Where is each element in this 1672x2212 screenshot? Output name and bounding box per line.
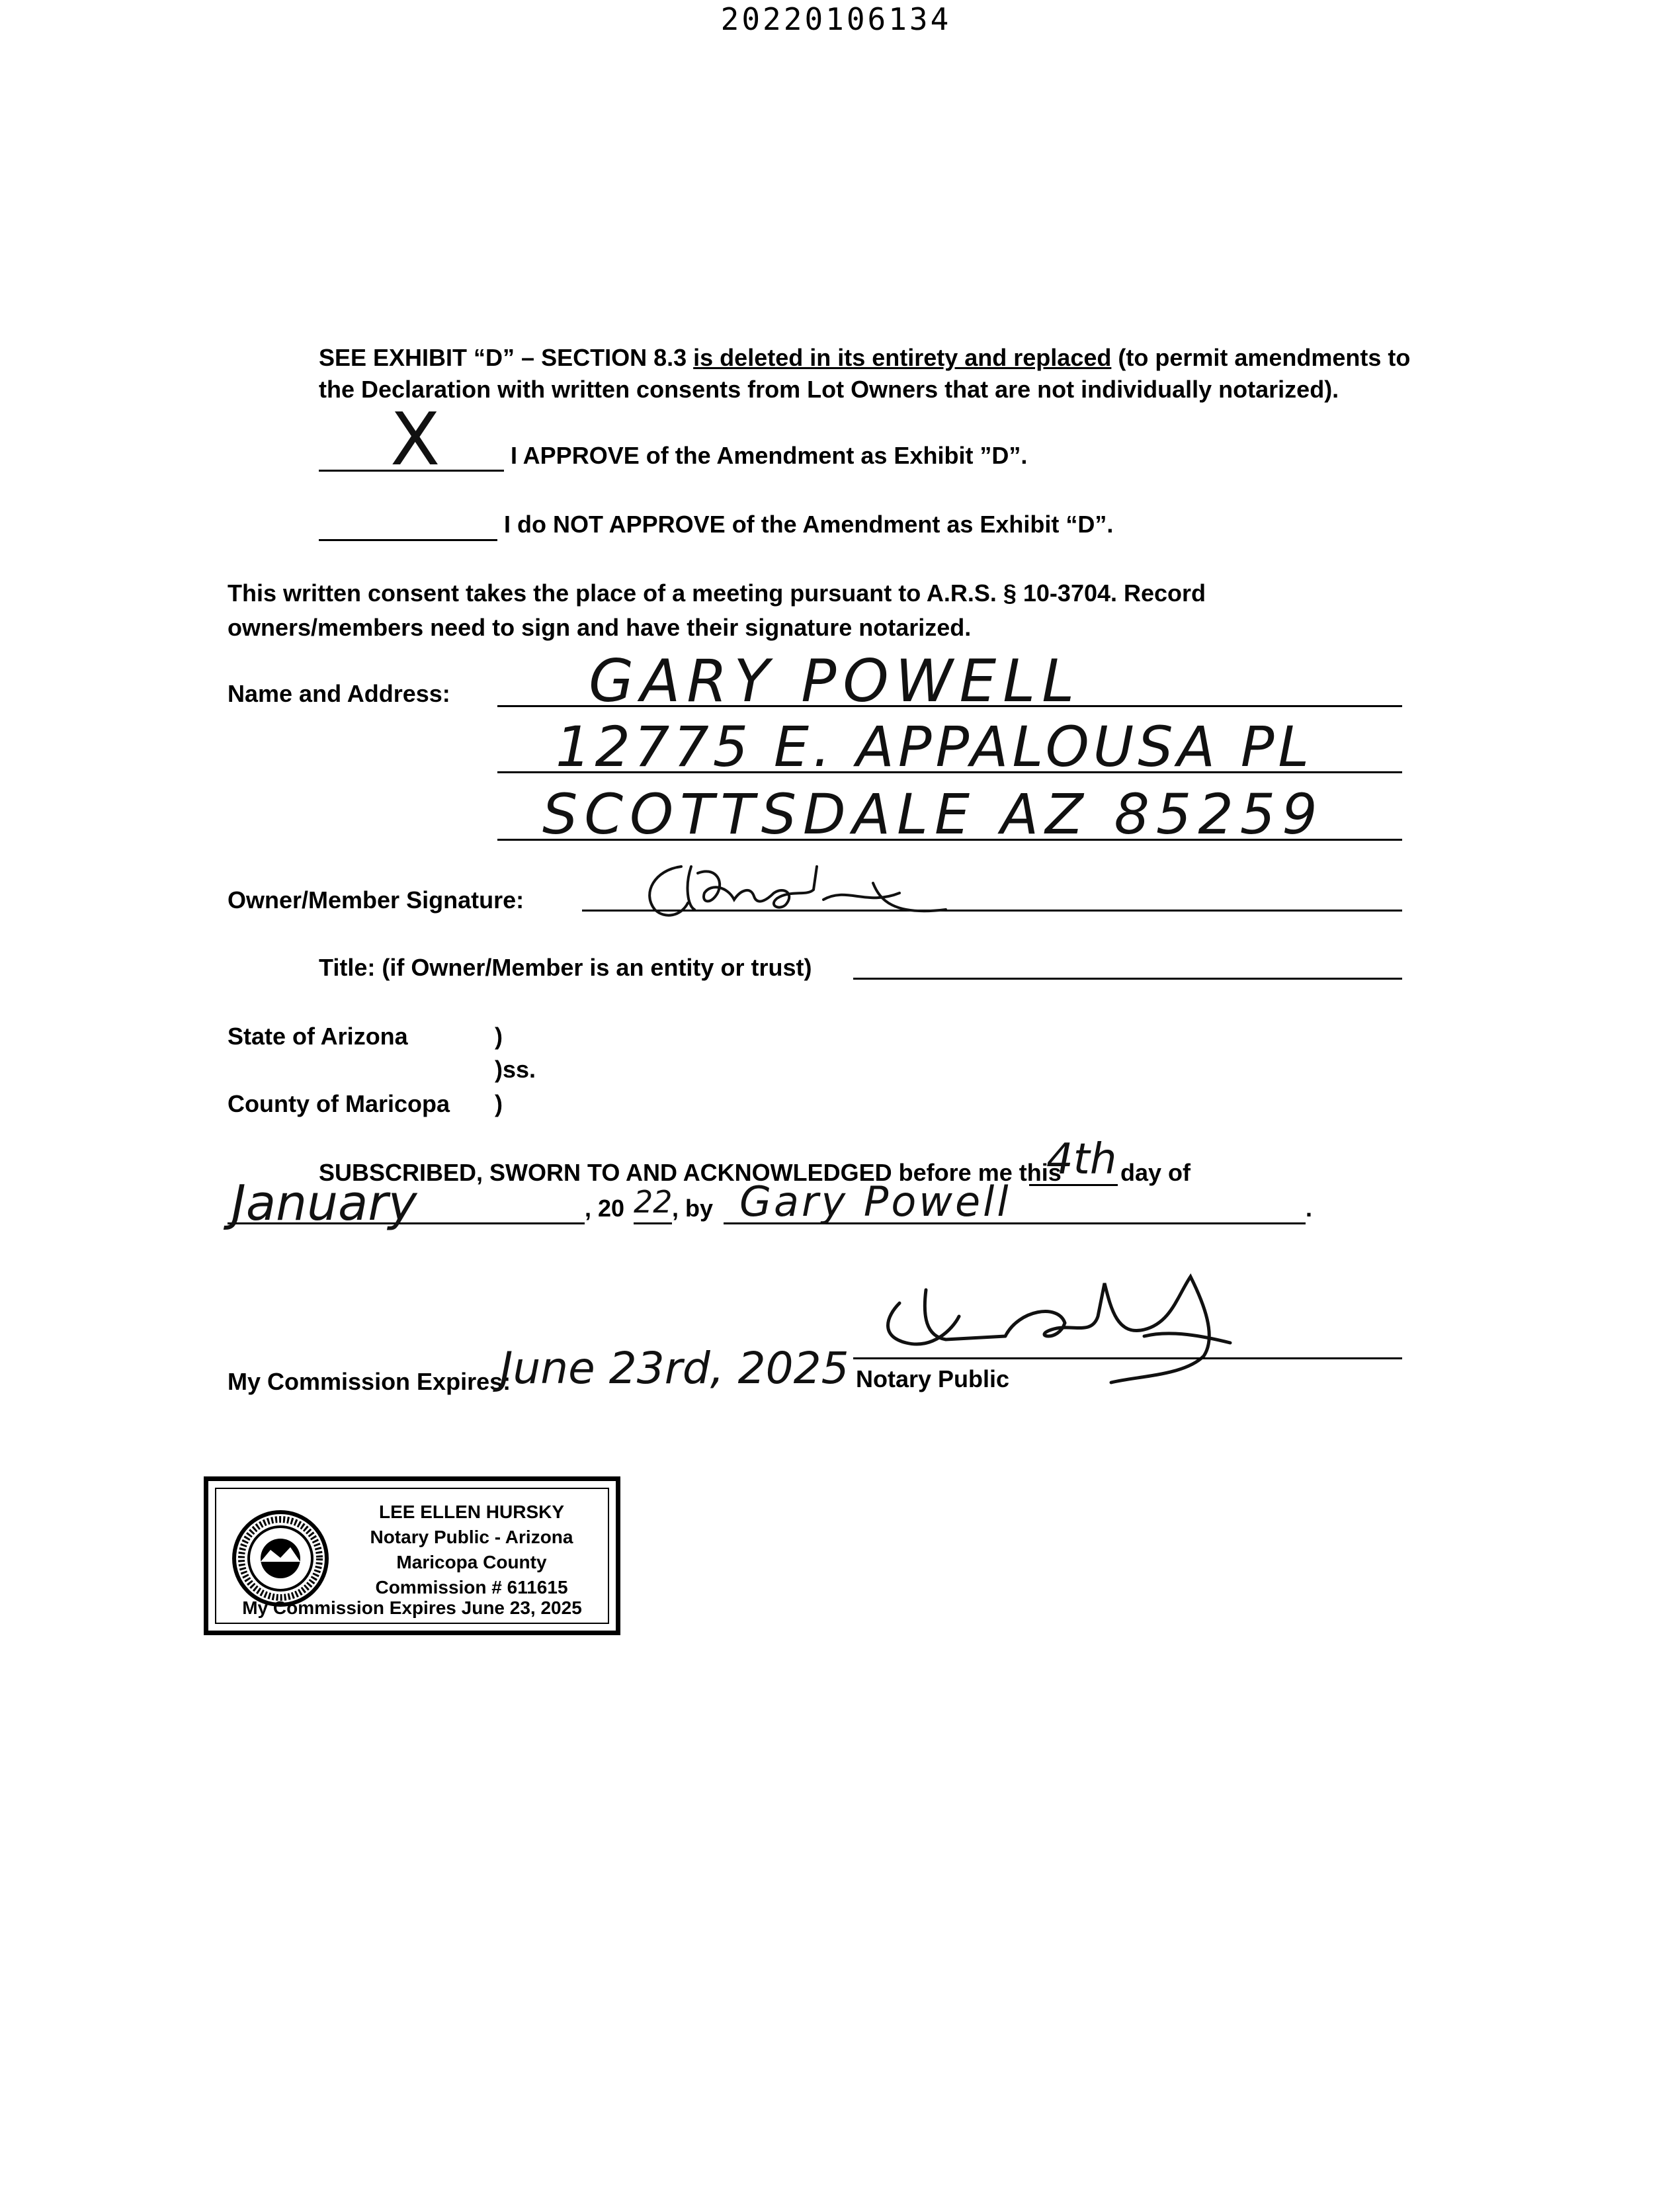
ack-year-line[interactable] [634, 1222, 672, 1224]
approve-mark: X [390, 397, 440, 482]
ack-by: , by [672, 1195, 714, 1222]
notary-stamp [204, 1476, 620, 1635]
document-number: 20220106134 [720, 1, 952, 37]
state-seal-icon [231, 1509, 330, 1608]
stamp-county: Maricopa County [396, 1552, 547, 1572]
title-line[interactable] [853, 978, 1402, 980]
consent-line-2: owners/members need to sign and have their signature notarized. [228, 614, 972, 641]
stamp-inner-border [215, 1488, 609, 1624]
venue-ss: )ss. [495, 1056, 536, 1083]
commission-label: My Commission Expires: [228, 1368, 511, 1395]
ack-day: 4th [1046, 1135, 1117, 1184]
ack-day-line[interactable] [1029, 1184, 1118, 1186]
not-approve-blank[interactable] [319, 539, 497, 541]
venue-state: State of Arizona [228, 1023, 408, 1050]
exhibit-lead: SEE EXHIBIT “D” – SECTION 8.3 [319, 344, 687, 371]
signature-label: Owner/Member Signature: [228, 886, 524, 914]
handwritten-name: GARY POWELL [589, 647, 1081, 715]
exhibit-line-1 [319, 340, 1410, 376]
exhibit-underlined: is deleted in its entirety and replaced [693, 344, 1112, 371]
stamp-title: Notary Public - Arizona [370, 1527, 573, 1547]
stamp-commission: Commission # 611615 [375, 1577, 568, 1597]
ack-period: . [1306, 1195, 1313, 1222]
commission-date: June 23rd, 2025 [500, 1343, 849, 1394]
stamp-name: LEE ELLEN HURSKY [378, 1502, 565, 1522]
handwritten-address-1: 12775 E. APPALOUSA PL [556, 714, 1314, 779]
approve-label: I APPROVE of the Amendment as Exhibit ”D”. [511, 442, 1028, 469]
not-approve-label: I do NOT APPROVE of the Amendment as Exhibit “D”. [504, 511, 1114, 538]
stamp-expires: My Commission Expires June 23, 2025 [242, 1597, 582, 1618]
exhibit-rest: (to permit amendments to [1118, 344, 1411, 371]
venue-county: County of Maricopa [228, 1090, 450, 1117]
stamp-text [342, 1500, 601, 1600]
ack-year-prefix: , 20 [585, 1195, 625, 1222]
handwritten-address-2: SCOTTSDALE AZ 85259 [542, 782, 1324, 847]
name-address-label: Name and Address: [228, 680, 450, 707]
ack-year-suffix: 22 [634, 1184, 673, 1220]
consent-line-1: This written consent takes the place of a meeting pursuant to A.R.S. § 10-3704. Record [228, 579, 1206, 607]
title-label: Title: (if Owner/Member is an entity or trust) [319, 954, 812, 981]
notary-public-label: Notary Public [856, 1365, 1010, 1392]
exhibit-line-2: the Declaration with written consents from Lot Owners that are not individually notarized). [319, 376, 1339, 403]
ack-person: Gary Powell [739, 1177, 1011, 1226]
owner-signature [635, 853, 1005, 926]
ack-text-2: day of [1120, 1159, 1191, 1186]
venue-paren-1: ) [495, 1023, 503, 1050]
ack-text-1: SUBSCRIBED, SWORN TO AND ACKNOWLEDGED before me this [319, 1159, 1062, 1186]
venue-paren-2: ) [495, 1090, 503, 1117]
notary-signature-line[interactable] [853, 1357, 1402, 1359]
ack-month: January [231, 1175, 417, 1232]
